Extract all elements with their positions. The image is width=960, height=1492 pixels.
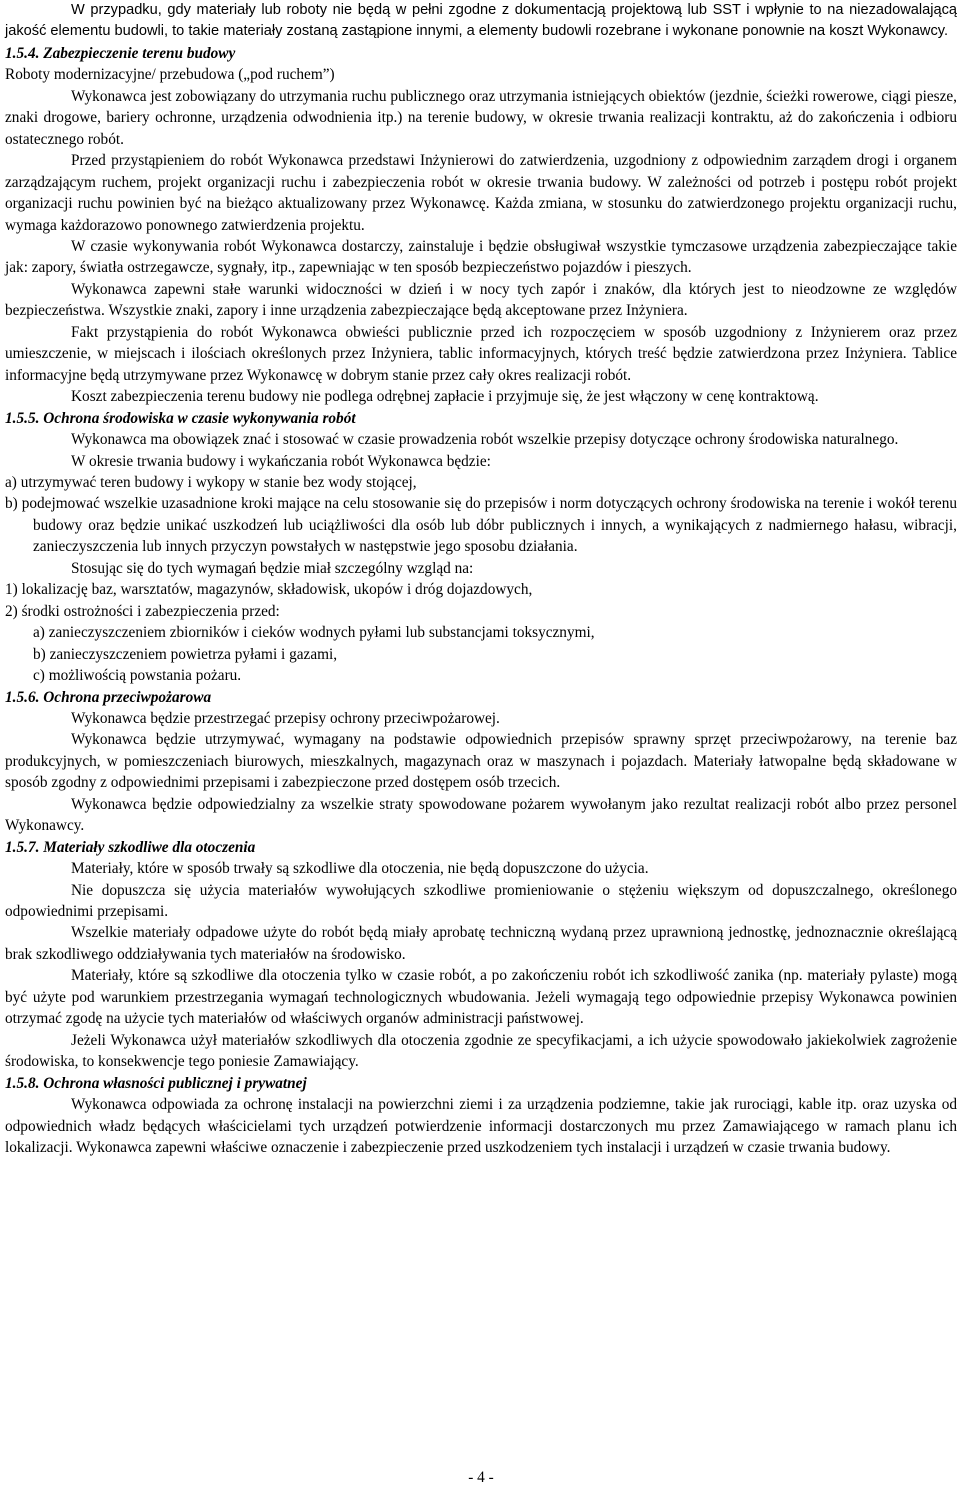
- paragraph: Wykonawca będzie utrzymywać, wymagany na podstawie odpowiednich przepisów sprawny sprzęt przeciwpożarowy, na terenie baz produkcyjnych, w pomieszczeniach biurowych, mieszkalnych, magazynach oraz w maszynach i pojazdach. Materiały łatwopalne będą składowane w sposób zgodny z odpowiednimi przepisami i zabezpieczone przed dostępem osób trzecich.: [5, 731, 957, 792]
- paragraph: Materiały, które są szkodliwe dla otoczenia tylko w czasie robót, a po zakończeniu robót ich szkodliwość zanika (np. materiały pylaste) mogą być użyte pod warunkiem przestrzegania wymagań technologicznych wbudowania. Jeżeli wymagają tego odpowiednie przepisy Wykonawca powinien otrzymać zgodę na użycie tych materiałów od właściwych organów administracji państwowej.: [5, 967, 957, 1028]
- paragraph: Jeżeli Wykonawca użył materiałów szkodliwych dla otoczenia zgodnie ze specyfikacjami, a ich użycie spowodowało jakiekolwiek zagrożenie środowiska, to konsekwencje tego poniesie Zamawiający.: [5, 1031, 957, 1071]
- list-item: a) utrzymywać teren budowy i wykopy w stanie bez wody stojącej,: [5, 473, 417, 491]
- section-heading-1-5-7: 1.5.7. Materiały szkodliwe dla otoczenia: [5, 838, 256, 856]
- paragraph: Wykonawca będzie odpowiedzialny za wszelkie straty spowodowane pożarem wywołanym jako rezultat realizacji robót albo przez personel Wykonawcy.: [5, 795, 957, 835]
- section-heading-1-5-5: 1.5.5. Ochrona środowiska w czasie wykonywania robót: [5, 409, 356, 427]
- paragraph: Wykonawca odpowiada za ochronę instalacji na powierzchni ziemi i za urządzenia podziemne, takie jak rurociągi, kable itp. oraz uzyska od odpowiednich władz będących właścicielami tych urządzeń potwierdzenie informacji dostarczonych mu przez Zamawiającego w ramach planu ich lokalizacji. Wykonawca zapewni właściwe oznaczenie i zabezpieczenie przed uszkodzeniem tych instalacji i urządzeń w czasie trwania budowy.: [5, 1096, 957, 1157]
- intro-paragraph: W przypadku, gdy materiały lub roboty nie będą w pełni zgodne z dokumentacją projektową lub SST i wpłynie to na niezadowalającą jakość elementu budowli, to takie materiały zostaną zastąpione innymi, a elementy budowli rozebrane i wykonane ponownie na koszt Wykonawcy.: [5, 2, 957, 40]
- paragraph: Wykonawca będzie przestrzegać przepisy ochrony przeciwpożarowej.: [71, 709, 500, 727]
- paragraph: W okresie trwania budowy i wykańczania robót Wykonawca będzie:: [71, 452, 491, 470]
- document-page: [5, 0, 957, 1492]
- sub-list-item: c) możliwością powstania pożaru.: [33, 667, 242, 685]
- paragraph: W czasie wykonywania robót Wykonawca dostarczy, zainstaluje i będzie obsługiwał wszystkie tymczasowe urządzenia zabezpieczające takie jak: zapory, światła ostrzegawcze, sygnały, itp., zapewniając w ten sposób bezpieczeństwo pojazdów i pieszych.: [5, 237, 957, 277]
- section-heading-1-5-8: 1.5.8. Ochrona własności publicznej i prywatnej: [5, 1074, 307, 1092]
- list-item: 1) lokalizację baz, warsztatów, magazynów, składowisk, ukopów i dróg dojazdowych,: [5, 581, 533, 599]
- sub-list-item: b) zanieczyszczeniem powietrza pyłami i gazami,: [33, 645, 338, 663]
- section-heading-1-5-4: 1.5.4. Zabezpieczenie terenu budowy: [5, 44, 236, 62]
- list-item: b) podejmować wszelkie uzasadnione kroki mające na celu stosowanie się do przepisów i norm dotyczących ochrony środowiska na terenie i wokół terenu budowy oraz będzie unikać uszkodzeń lub uciążliwości dla osób lub dóbr publicznych i innych, a wynikających z nadmiernego hałasu, wibracji, zanieczyszczenia lub innych przyczyn powstałych w następstwie jego sposobu działania.: [5, 495, 957, 556]
- paragraph: Stosując się do tych wymagań będzie miał szczególny wzgląd na:: [71, 559, 474, 577]
- section-subtitle: Roboty modernizacyjne/ przebudowa („pod ruchem”): [5, 66, 335, 84]
- sub-list-item: a) zanieczyszczeniem zbiorników i cieków wodnych pyłami lub substancjami toksycznymi,: [33, 624, 595, 642]
- paragraph: Wykonawca jest zobowiązany do utrzymania ruchu publicznego oraz utrzymania istniejących obiektów (jezdnie, ścieżki rowerowe, ciągi piesze, znaki drogowe, bariery ochronne, urządzenia odwodnienia itp.) na terenie budowy, w okresie trwania realizacji kontraktu, aż do zakończenia i odbioru ostatecznego robót.: [5, 87, 957, 148]
- paragraph: Wykonawca ma obowiązek znać i stosować w czasie prowadzenia robót wszelkie przepisy dotyczące ochrony środowiska naturalnego.: [71, 431, 899, 449]
- paragraph: Przed przystąpieniem do robót Wykonawca przedstawi Inżynierowi do zatwierdzenia, uzgodniony z odpowiednim zarządem drogi i organem zarządzającym ruchem, projekt organizacji ruchu i zabezpieczenia robót w okresie trwania budowy. W zależności od potrzeb i postępu robót projekt organizacji ruchu powinien być na bieżąco aktualizowany przez Wykonawcę. Każda zmiana, w stosunku do zatwierdzonego projektu organizacji ruchu, wymaga każdorazowo ponownego zatwierdzenia projektu.: [5, 152, 957, 234]
- paragraph: Wszelkie materiały odpadowe użyte do robót będą miały aprobatę techniczną wydaną przez uprawnioną jednostkę, jednoznacznie określającą brak szkodliwego oddziaływania tych materiałów na środowisko.: [5, 924, 957, 963]
- paragraph: Wykonawca zapewni stałe warunki widoczności w dzień i w nocy tych zapór i znaków, dla których jest to nieodzowne ze względów bezpieczeństwa. Wszystkie znaki, zapory i inne urządzenia zabezpieczające będą akceptowane przez Inżyniera.: [5, 280, 957, 320]
- paragraph: Materiały, które w sposób trwały są szkodliwe dla otoczenia, nie będą dopuszczone do użycia.: [71, 860, 649, 878]
- list-item: 2) środki ostrożności i zabezpieczenia przed:: [5, 602, 280, 620]
- page-number: - 4 -: [468, 1469, 494, 1486]
- paragraph: Fakt przystąpienia do robót Wykonawca obwieści publicznie przed ich rozpoczęciem w sposób uzgodniony z Inżynierem oraz przez umieszczenie, w miejscach i ilościach określonych przez Inżyniera, tablic informacyjnych, których treść będzie zatwierdzona przez Inżyniera. Tablice informacyjne będą utrzymywane przez Wykonawcę w dobrym stanie przez cały okres realizacji robót.: [5, 323, 957, 384]
- section-heading-1-5-6: 1.5.6. Ochrona przeciwpożarowa: [5, 688, 212, 706]
- paragraph: Nie dopuszcza się użycia materiałów wywołujących szkodliwe promieniowanie o stężeniu większym od dopuszczalnego, określonego odpowiednimi przepisami.: [5, 881, 957, 921]
- paragraph: Koszt zabezpieczenia terenu budowy nie podlega odrębnej zapłacie i przyjmuje się, że jest włączony w cenę kontraktową.: [71, 388, 819, 406]
